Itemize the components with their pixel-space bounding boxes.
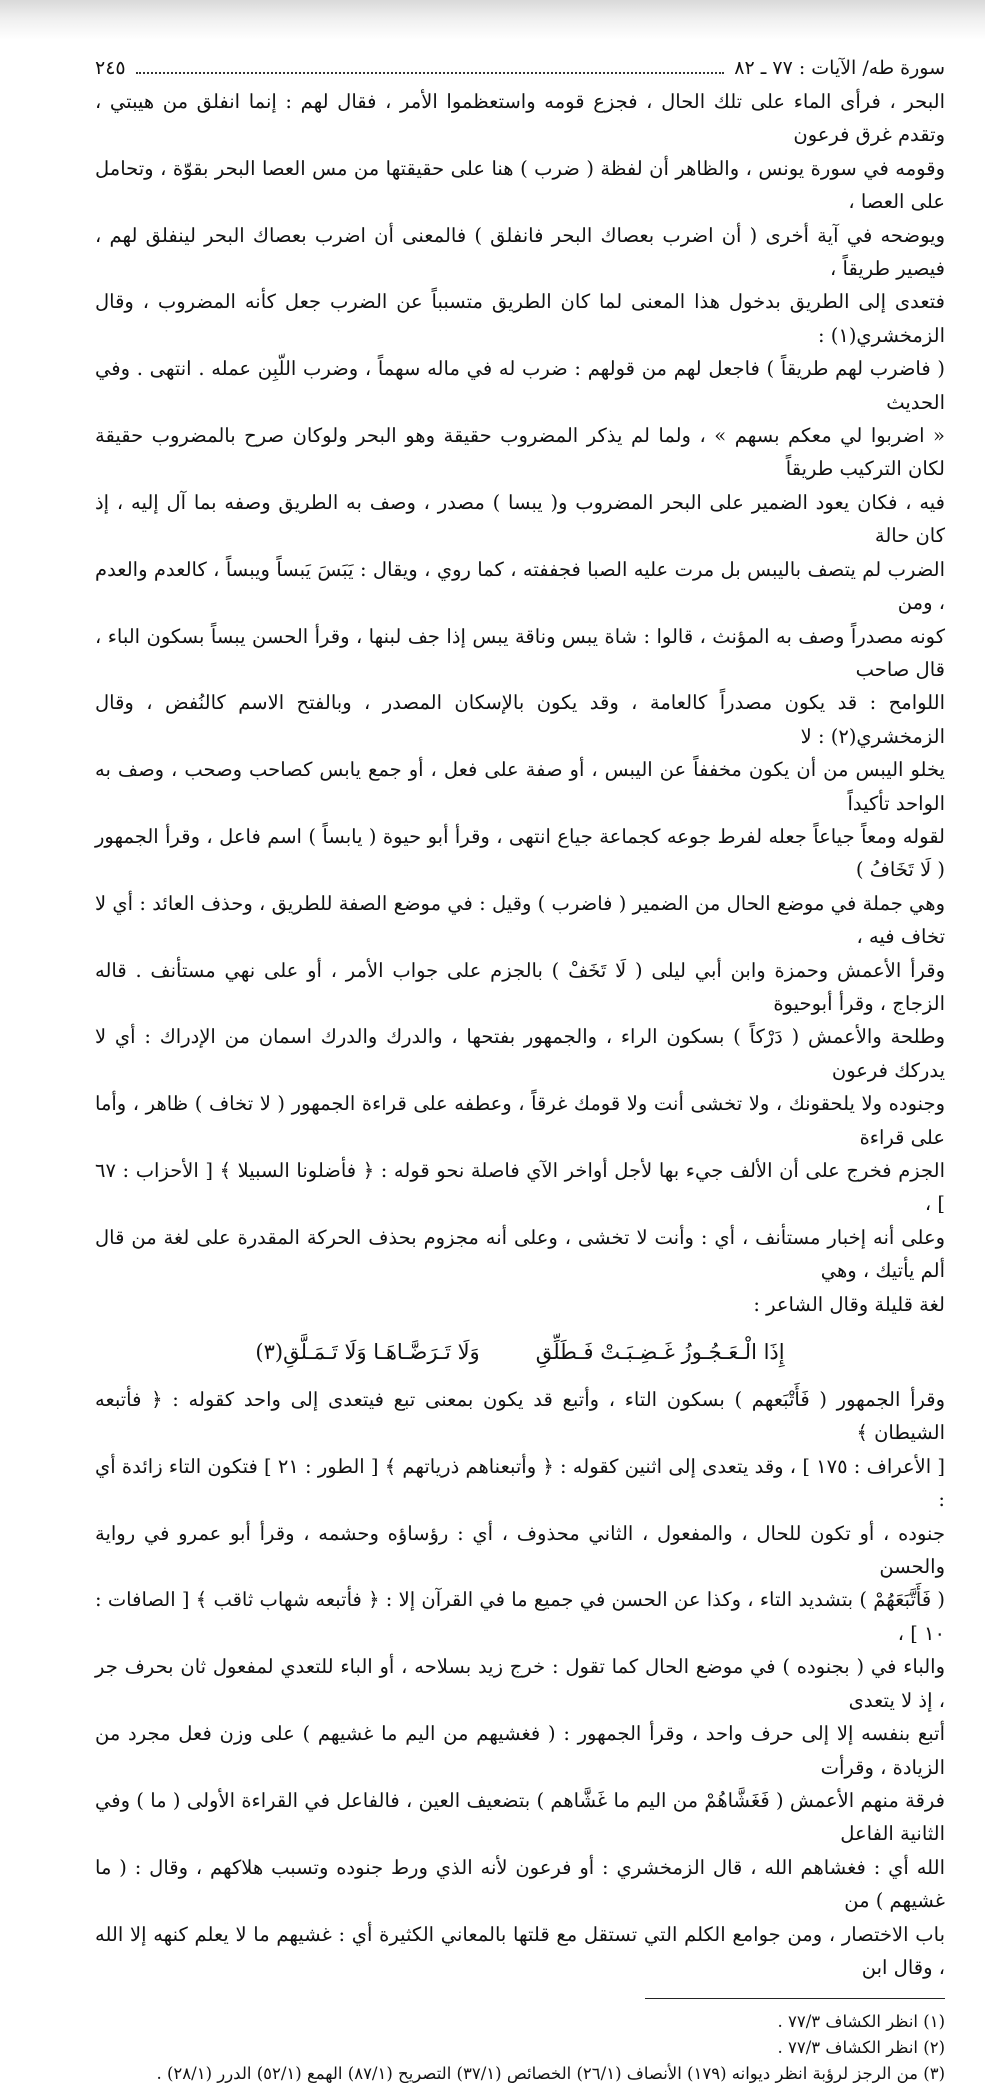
page-number: ٢٤٥ <box>95 57 126 79</box>
text-line: وطلحة والأعمش ( دَرْكاً ) بسكون الراء ، والجمهور بفتحها ، والدرك والدرك اسمان من الإدراك : أي لا يدركك فرعون <box>95 1025 945 1082</box>
paragraph-2 <box>95 1383 945 1984</box>
text-line: الضرب لم يتصف باليبس بل مرت عليه الصبا فجففته ، كما روي ، ويقال : يَبَسَ يَبساً ويبساً ، كالعدم والعدم ، ومن <box>95 557 945 615</box>
text-line: باب الاختصار ، ومن جوامع الكلم التي تستقل مع قلتها بالمعاني الكثيرة أي : غشيهم ما لا يعلم كنهه إلا الله ، وقال ابن <box>95 1922 945 1979</box>
sura-label: سورة طه/ الآيات : ٧٧ ـ ٨٢ <box>734 57 945 79</box>
text-line: اللوامح : قد يكون مصدراً كالعامة ، وقد يكون بالإسكان المصدر ، وبالفتح الاسم كالنُفض ، وقال الزمخشري(٢) : لا <box>95 691 945 748</box>
text-line: وقرأ الجمهور ( فَأَتْبَعهم ) بسكون التاء ، وأتبع قد يكون بمعنى تبع فيتعدى إلى واحد كقوله : ﴿ فأتبعه الشيطان ﴾ <box>95 1388 945 1445</box>
book-page <box>95 55 945 2087</box>
footnote-3: (٣) من الرجز لرؤبة انظر ديوانه (١٧٩) الأنصاف (٢٦/١) الخصائص (٣٧/١) التصريح (٨٧/١) الهمع (٥٢/١) الدرر (٢٨/١) . <box>156 2064 945 2084</box>
text-line: « اضربوا لي معكم بسهم » ، ولما لم يذكر المضروب حقيقة وهو البحر ولوكان صرح بالمضروب حقيقة لكان التركيب طريقاً <box>95 424 945 481</box>
text-line: فتعدى إلى الطريق بدخول هذا المعنى لما كان الطريق متسبباً عن الضرب جعل كأنه المضروب ، وقال الزمخشري(١) : <box>95 290 945 347</box>
text-line: وهي جملة في موضع الحال من الضمير ( فاضرب ) وقيل : في موضع الصفة للطريق ، وحذف العائد : أي لا تخاف فيه ، <box>95 891 945 949</box>
text-line: لقوله ومعاً جياعاً جعله لفرط جوعه كجماعة جياع انتهى ، وقرأ أبو حيوة ( يابساً ) اسم فاعل ، وقرأ الجمهور ( لَا تَخَافُ ) <box>95 824 945 882</box>
text-line: وجنوده ولا يلحقونك ، ولا تخشى أنت ولا قومك غرقاً ، وعطفه على قراءة الجمهور ( لا تخاف ) ظاهر ، وأما على قراءة <box>95 1092 945 1149</box>
text-line: فرقة منهم الأعمش ( فَغَشَّاهُمْ من اليم ما غَشَّاهم ) بتضعيف العين ، فالفاعل في القراءة الأولى ( ما ) وفي الثانية الفاعل <box>95 1788 945 1846</box>
text-line: لغة قليلة وقال الشاعر : <box>753 1292 945 1316</box>
text-line: ( فاضرب لهم طريقاً ) فاجعل لهم من قولهم : ضرب له في ماله سهماً ، وضرب اللّبِن عمله . انتهى . وفي الحديث <box>95 357 945 414</box>
text-line: وعلى أنه إخبار مستأنف ، أي : وأنت لا تخشى ، وعلى أنه مجزوم بحذف الحركة المقدرة على لغة من قال ألم يأتيك ، وهي <box>95 1225 945 1283</box>
text-line: وقومه في سورة يونس ، والظاهر أن لفظة ( ضرب ) هنا على حقيقتها من مس العصا البحر بقوّة ، وتحامل على العصا ، <box>95 156 945 214</box>
text-line: الله أي : فغشاهم الله ، قال الزمخشري : أو فرعون لأنه الذي ورط جنوده وتسبب هلاكهم ، وقال : ( ما غشيهم ) من <box>95 1855 945 1913</box>
text-line: الجزم فخرج على أن الألف جيء بها لأجل أواخر الآي فاصلة نحو قوله : ﴿ فأضلونا السبيلا ﴾ [ الأحزاب : ٦٧ ] ، <box>95 1159 945 1216</box>
text-line: يخلو اليبس من أن يكون مخففاً عن اليبس ، أو صفة على فعل ، أو جمع يابس كصاحب وصحب ، وصف به الواحد تأكيداً <box>95 758 945 815</box>
poetry-verse <box>95 1321 945 1383</box>
footnote-separator <box>645 1998 945 1999</box>
scan-edge <box>0 0 985 40</box>
footnotes <box>95 2009 945 2087</box>
footnote-2: (٢) انظر الكشاف ٧٧/٣ . <box>777 2038 945 2058</box>
text-line: ويوضحه في آية أخرى ( أن اضرب بعصاك البحر فانفلق ) فالمعنى أن اضرب بعصاك البحر لينفلق لهم ، فيصير طريقاً ، <box>95 223 945 281</box>
text-line: البحر ، فرأى الماء على تلك الحال ، فجزع قومه واستعظموا الأمر ، فقال لهم : إنما انفلق من هيبتي ، وتقدم غرق فرعون <box>95 90 945 147</box>
footnote-1: (١) انظر الكشاف ٧٧/٣ . <box>777 2012 945 2032</box>
text-line: وقرأ الأعمش وحمزة وابن أبي ليلى ( لَا تَخَفْ ) بالجزم على جواب الأمر ، أو على نهي مستأنف . قاله الزجاج ، وقرأ أبوحيوة <box>95 958 945 1015</box>
text-line: كونه مصدراً وصف به المؤنث ، قالوا : شاة يبس وناقة يبس إذا جف لبنها ، وقرأ الحسن يبساً بسكون الباء ، قال صاحب <box>95 624 945 681</box>
header-dotted-leader <box>136 72 725 74</box>
verse-hemistich-1: إِذَا الْـعَـجُـوزُ غَـضِـبَـتْ فَـطَلِّقِ <box>535 1340 785 1365</box>
text-line: فيه ، فكان يعود الضمير على البحر المضروب و( يبسا ) مصدر ، وصف به الطريق وصفه بما آل إليه ، إذ كان حالة <box>95 490 945 548</box>
running-header <box>95 55 945 85</box>
text-line: جنوده ، أو تكون للحال ، والمفعول ، الثاني محذوف ، أي : رؤساؤه وحشمه ، وقرأ أبو عمرو في رواية والحسن <box>95 1521 945 1579</box>
text-line: أتبع بنفسه إلا إلى حرف واحد ، وقرأ الجمهور : ( فغشيهم من اليم ما غشيهم ) على وزن فعل مجرد من الزيادة ، وقرأت <box>95 1722 945 1779</box>
text-line: والباء في ( بجنوده ) في موضع الحال كما تقول : خرج زيد بسلاحه ، أو الباء للتعدي لمفعول ثان بحرف جر ، إذ لا يتعدى <box>95 1655 945 1712</box>
verse-hemistich-2: وَلَا تَـرَضَّـاهَـا وَلَا تَـمَـلَّقِ(٣) <box>255 1340 480 1365</box>
text-line: ( فَأَتَّبَعَهُمْ ) بتشديد التاء ، وكذا عن الحسن في جميع ما في القرآن إلا : ﴿ فأتبعه شهاب ثاقب ﴾ [ الصافات : ١٠ ] ، <box>95 1588 945 1645</box>
text-line: [ الأعراف : ١٧٥ ] ، وقد يتعدى إلى اثنين كقوله : ﴿ وأتبعناهم ذرياتهم ﴾ [ الطور : ٢١ ] فتكون التاء زائدة أي : <box>95 1454 945 1512</box>
paragraph-1 <box>95 85 945 1321</box>
